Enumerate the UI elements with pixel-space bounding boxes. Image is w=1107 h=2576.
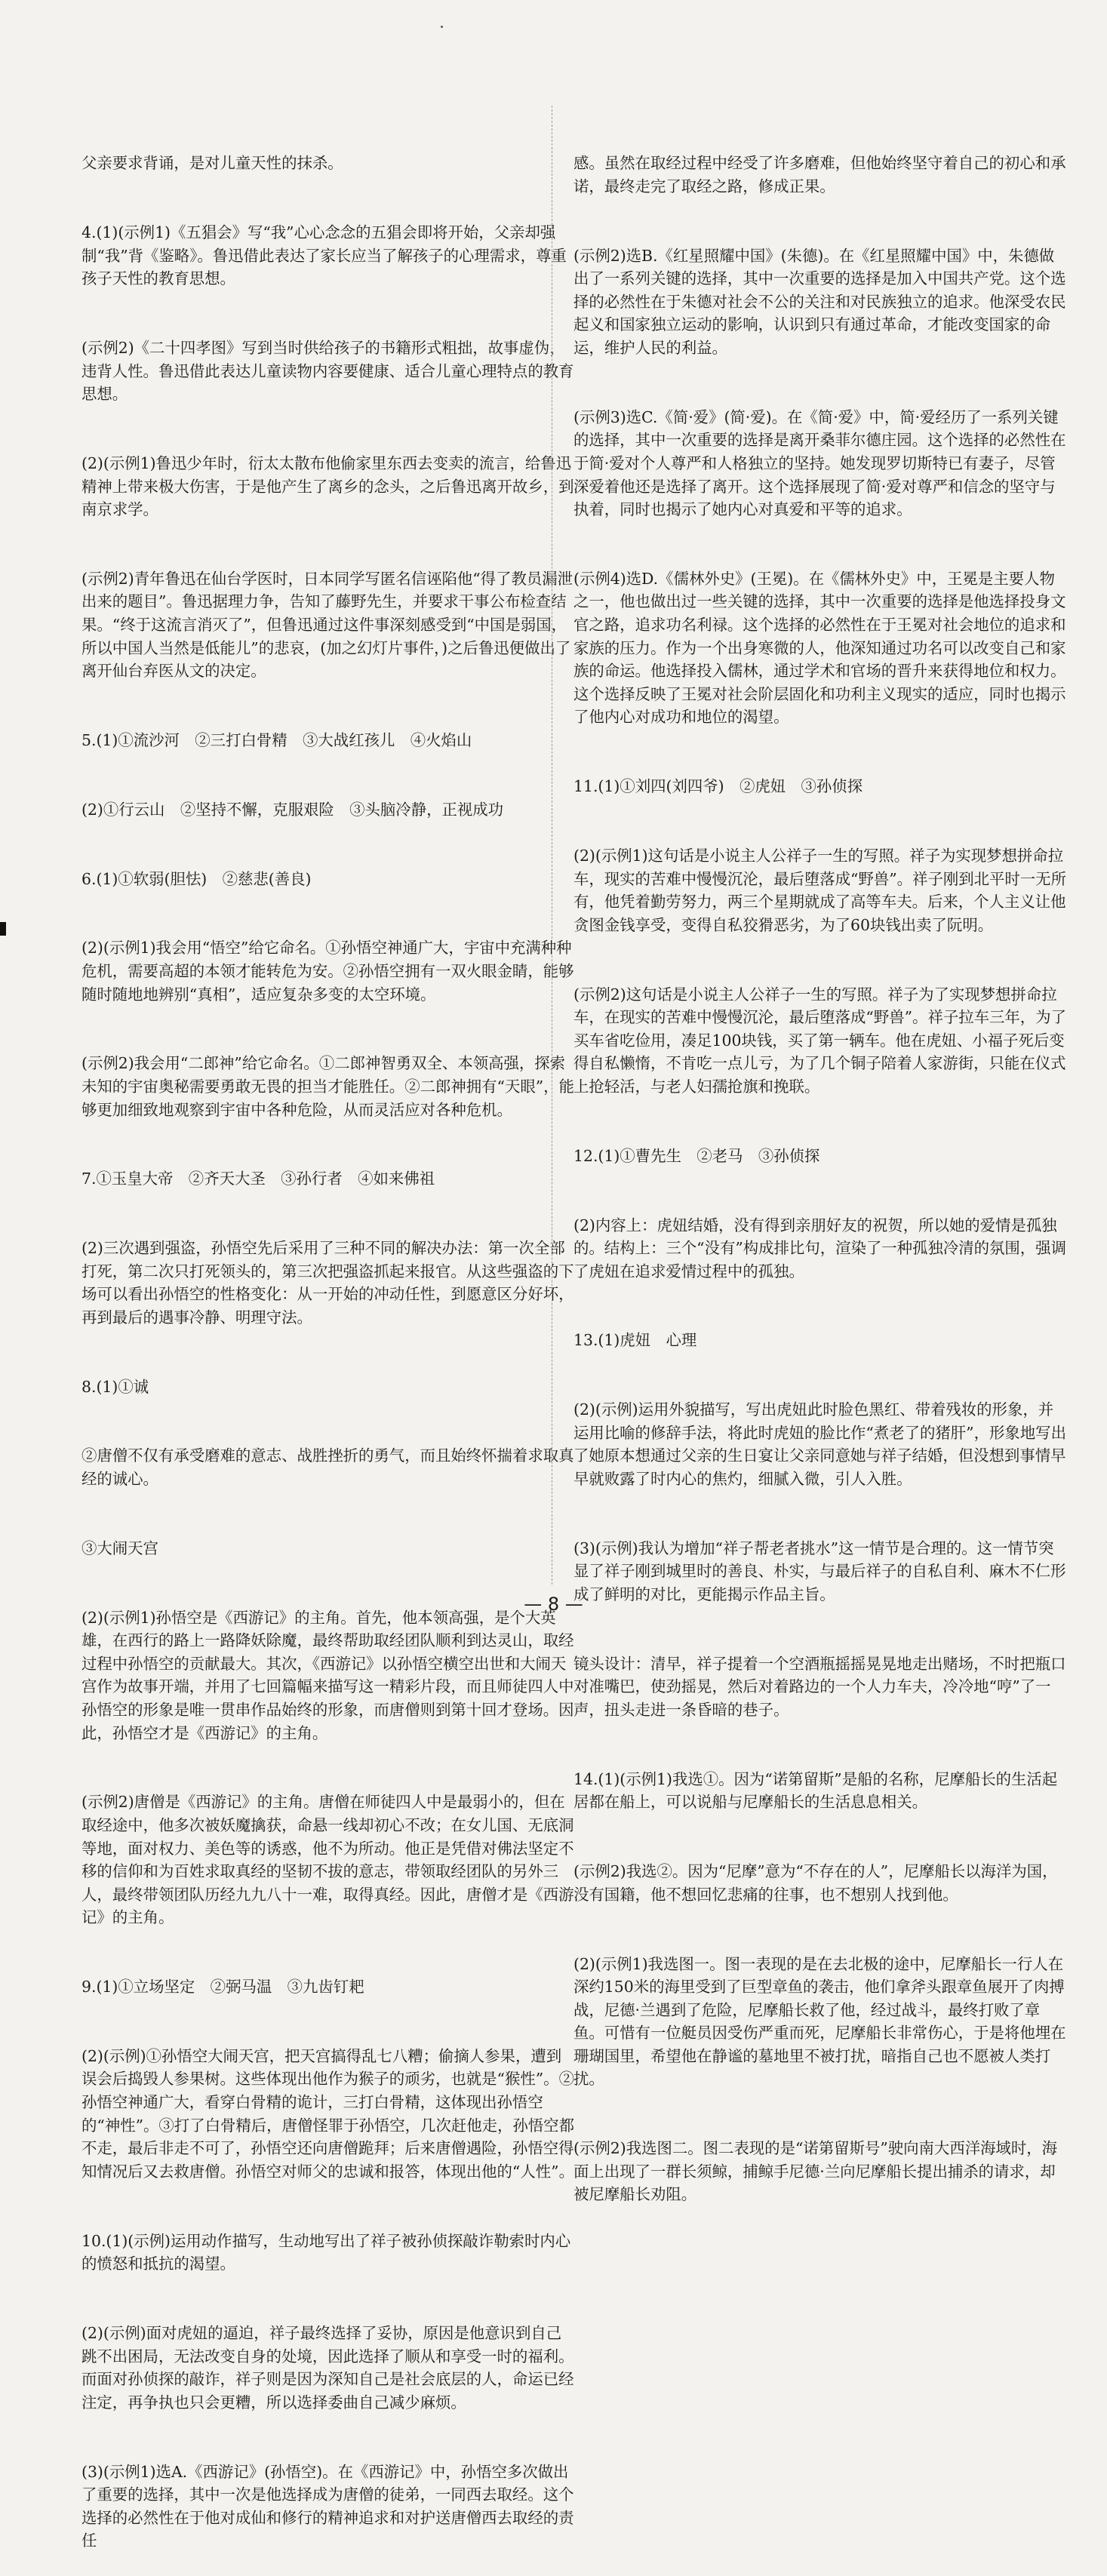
left-paragraph: 6.(1)①软弱(胆怯) ②慈悲(善良) — [81, 869, 312, 888]
left-paragraph: 4.(1)(示例1)《五猖会》写“我”心心念念的五猖会即将开始，父亲却强制“我”背《鉴略》。鲁迅借此表达了家长应当了解孩子的心理需求，尊重孩子天性的教育思想。 — [81, 223, 567, 288]
right-paragraph: (示例2)我选②。因为“尼摩”意为“不存在的人”，尼摩船长以海洋为国，没有国籍，他不想回忆悲痛的往事，也不想别人找到他。 — [573, 1862, 1058, 1904]
right-paragraph: (示例3)选C.《简·爱》(简·爱)。在《简·爱》中，简·爱经历了一系列关键的选择，其中一次重要的选择是离开桑菲尔德庄园。这个选择的必然性在于简·爱对个人尊严和人格独立的坚持。她发现罗切斯特已有妻子，尽管深爱着他还是选择了离开。这个选择展现了简·爱对尊严和信念的坚守与执着，同时也揭示了她内心对真爱和平等的追求。 — [573, 407, 1066, 519]
left-paragraph: (示例2)我会用“二郎神”给它命名。①二郎神智勇双全、本领高强，探索未知的宇宙奥秘需要勇敢无畏的担当才能胜任。②二郎神拥有“天眼”，能够更加细致地观察到宇宙中各种危险，从而灵活应对各种危机。 — [81, 1054, 574, 1119]
left-paragraph: (2)(示例1)孙悟空是《西游记》的主角。首先，他本领高强，是个大英雄，在西行的路上一路降妖除魔，最终帮助取经团队顺利到达灵山，取经过程中孙悟空的贡献最大。其次，《西游记》以孙悟空横空出世和大闹天宫作为故事开端，并用了七回篇幅来描写这一精彩片段，而且师徒四人中孙悟空的形象是唯一贯串作品始终的形象，而唐僧则到第十回才登场。因此，孙悟空才是《西游记》的主角。 — [81, 1608, 574, 1742]
left-paragraph: (示例2)青年鲁迅在仙台学医时，日本同学写匿名信诬陷他“得了教员漏泄出来的题目”。鲁迅据理力争，告知了藤野先生，并要求干事公布检查结果。“终于这流言消灭了”，但鲁迅通过这件事深刻感受到“中国是弱国，所以中国人当然是低能儿”的悲哀，(加之幻灯片事件，)之后鲁迅便做出了离开仙台弃医从文的决定。 — [81, 569, 573, 681]
left-paragraph: (2)(示例)①孙悟空大闹天宫，把天宫搞得乱七八糟；偷摘人参果，遭到误会后捣毁人参果树。这些体现出他作为猴子的顽劣，也就是“猴性”。②孙悟空神通广大，看穿白骨精的诡计，三打白骨精，这体现出孙悟空的“神性”。③打了白骨精后，唐僧怪罪于孙悟空，几次赶他走，孙悟空都不走，最后非走不可了，孙悟空还向唐僧跪拜；后来唐僧遇险，孙悟空得知情况后又去救唐僧。孙悟空对师父的忠诚和报答，体现出他的“人性”。 — [81, 2046, 574, 2181]
left-paragraph: 9.(1)①立场坚定 ②弼马温 ③九齿钉耙 — [81, 1978, 364, 1997]
left-paragraph: 8.(1)①诚 — [81, 1377, 149, 1396]
left-paragraph: (2)(示例)面对虎妞的逼迫，祥子最终选择了妥协，原因是他意识到自己跳不出困局，无法改变自身的处境，因此选择了顺从和享受一时的福利。而面对孙侦探的敲诈，祥子则是因为深知自己是社会底层的人，命运已经注定，再争执也只会更糟，所以选择委曲自己减少麻烦。 — [81, 2324, 574, 2412]
right-paragraph: 11.(1)①刘四(刘四爷) ②虎妞 ③孙侦探 — [573, 777, 863, 796]
left-paragraph: ②唐僧不仅有承受磨难的意志、战胜挫折的勇气，而且始终怀揣着求取真经的诚心。 — [81, 1446, 574, 1489]
right-paragraph: 13.(1)虎妞 心理 — [573, 1331, 697, 1350]
right-paragraph: (2)内容上：虎妞结婚，没有得到亲朋好友的祝贺，所以她的爱情是孤独的。结构上：三个“没有”构成排比句，渲染了一种孤独冷清的氛围，强调了虎妞在追求爱情过程中的孤独。 — [573, 1216, 1066, 1280]
right-paragraph: (2)(示例)运用外貌描写，写出虎妞此时脸色黑红、带着残妆的形象，并运用比喻的修辞手法，将此时虎妞的脸比作“煮老了的猪肝”，形象地写出了她原本想通过父亲的生日宴让父亲同意她与祥子结婚，但没想到事情早早就败露了时内心的焦灼，细腻入微，引人入胜。 — [573, 1400, 1066, 1489]
right-paragraph: (示例2)我选图二。图二表现的是“诺第留斯号”驶向南大西洋海域时，海面上出现了一群长须鲸，捕鲸手尼德·兰向尼摩船长提出捕杀的请求，却被尼摩船长劝阻。 — [573, 2139, 1058, 2204]
left-column — [81, 106, 576, 2576]
left-paragraph: (示例2)唐僧是《西游记》的主角。唐僧在师徒四人中是最弱小的，但在取经途中，他多次被妖魔擒获，命悬一线却初心不改；在女儿国、无底洞等地，面对权力、美色等的诱惑，他不为所动。他正是凭借对佛法坚定不移的信仰和为百姓求取真经的坚韧不拔的意志，带领取经团队的另外三人，最终带领团队历经九九八十一难，取得真经。因此，唐僧才是《西游记》的主角。 — [81, 1793, 574, 1927]
right-paragraph: (示例2)这句话是小说主人公祥子一生的写照。祥子为了实现梦想拼命拉车，在现实的苦难中慢慢沉沦，最后堕落成“野兽”。祥子拉车三年，为了买车省吃俭用，凑足100块钱，买了第一辆车。他在虎妞、小福子死后变得自私懒惰，不肯吃一点儿亏，为了几个铜子陪着人家游街，只能在仪式上抢轻活，与老人妇孺抢旗和挽联。 — [573, 985, 1066, 1096]
left-paragraph: (2)三次遇到强盗，孙悟空先后采用了三种不同的解决办法：第一次全部打死，第二次只打死领头的，第三次把强盗抓起来报官。从这些强盗的下场可以看出孙悟空的性格变化：从一开始的冲动任性，到愿意区分好坏，再到最后的遇事冷静、明理守法。 — [81, 1239, 574, 1326]
right-paragraph: 14.(1)(示例1)我选①。因为“诺第留斯”是船的名称，尼摩船长的生活起居都在船上，可以说船与尼摩船长的生活息息相关。 — [573, 1769, 1058, 1812]
left-paragraph: (2)(示例1)鲁迅少年时，衍太太散布他偷家里东西去变卖的流言，给鲁迅精神上带来极大伤害，于是他产生了离乡的念头，之后鲁迅离开故乡，到南京求学。 — [81, 453, 574, 519]
right-paragraph: (示例4)选D.《儒林外史》(王冕)。在《儒林外史》中，王冕是主要人物之一，他也做出过一些关键的选择，其中一次重要的选择是他选择投身文官之路，追求功名利禄。这个选择的必然性在于王冕对社会地位的追求和家族的压力。作为一个出身寒微的人，他深知通过功名可以改变自己和家族的命运。他选择投入儒林，通过学术和官场的晋升来获得地位和权力。这个选择反映了王冕对社会阶层固化和功利主义现实的适应，同时也揭示了他内心对成功和地位的渴望。 — [573, 569, 1066, 727]
right-column — [573, 106, 1068, 2230]
left-paragraph: (3)(示例1)选A.《西游记》(孙悟空)。在《西游记》中，孙悟空多次做出了重要的选择，其中一次是他选择成为唐僧的徒弟，一同西去取经。这个选择的必然性在于他对成仙和修行的精神追求和对护送唐僧西去取经的责任 — [81, 2462, 574, 2550]
right-paragraph: (3)(示例)我认为增加“祥子帮老者挑水”这一情节是合理的。这一情节突显了祥子刚到城里时的善良、朴实，与最后祥子的自私自利、麻木不仁形成了鲜明的对比，更能揭示作品主旨。 — [573, 1539, 1066, 1603]
page-number: — 8 — — [524, 1594, 583, 1615]
right-paragraph: (示例2)选B.《红星照耀中国》(朱德)。在《红星照耀中国》中，朱德做出了一系列关键的选择，其中一次重要的选择是加入中国共产党。这个选择的必然性在于朱德对社会不公的关注和对民族独立的追求。他深受农民起义和国家独立运动的影响，认识到只有通过革命，才能改变国家的命运，维护人民的利益。 — [573, 246, 1066, 357]
binding-edge-mark — [0, 922, 6, 936]
left-paragraph: 7.①玉皇大帝 ②齐天大圣 ③孙行者 ④如来佛祖 — [81, 1170, 435, 1188]
left-paragraph: ③大闹天宫 — [81, 1539, 158, 1557]
left-paragraph: (2)(示例1)我会用“悟空”给它命名。①孙悟空神通广大，宇宙中充满种种危机，需要高超的本领才能转危为安。②孙悟空拥有一双火眼金睛，能够随时随地地辨别“真相”，适应复杂多变的太空环境。 — [81, 939, 574, 1004]
left-paragraph: (示例2)《二十四孝图》写到当时供给孩子的书籍形式粗拙，故事虚伪，违背人性。鲁迅借此表达儿童读物内容要健康、适合儿童心理特点的教育思想。 — [81, 338, 574, 404]
right-paragraph: 12.(1)①曹先生 ②老马 ③孙侦探 — [573, 1146, 820, 1165]
left-paragraph: 10.(1)(示例)运用动作描写，生动地写出了祥子被孙侦探敲诈勒索时内心的愤怒和抵抗的渴望。 — [81, 2231, 571, 2273]
left-paragraph: (2)①行云山 ②坚持不懈，克服艰险 ③头脑冷静，正视成功 — [81, 800, 504, 819]
right-paragraph: (2)(示例1)这句话是小说主人公祥子一生的写照。祥子为实现梦想拼命拉车，现实的苦难中慢慢沉沦，最后堕落成“野兽”。祥子刚到北平时一无所有，他凭着勤劳努力，两三个星期就成了高等车夫。后来，个人主义让他贪图金钱享受，变得自私狡猾恶劣，为了60块钱出卖了阮明。 — [573, 847, 1066, 934]
right-paragraph: 感。虽然在取经过程中经受了许多磨难，但他始终坚守着自己的初心和承诺，最终走完了取经之路，修成正果。 — [573, 154, 1066, 195]
left-paragraph: 5.(1)①流沙河 ②三打白骨精 ③大战红孩儿 ④火焰山 — [81, 731, 472, 750]
scan-dot — [441, 26, 443, 28]
right-paragraph: (2)(示例1)我选图一。图一表现的是在去北极的途中，尼摩船长一行人在深约150米的海里受到了巨型章鱼的袭击，他们拿斧头跟章鱼展开了肉搏战，尼德·兰遇到了危险，尼摩船长救了他，经过战斗，最终打败了章鱼。可惜有一位艇员因受伤严重而死，尼摩船长非常伤心，于是将他埋在珊瑚国里，希望他在静谧的墓地里不被打扰，暗指自己也不愿被人类打扰。 — [573, 1954, 1066, 2089]
left-paragraph: 父亲要求背诵，是对儿童天性的抹杀。 — [81, 154, 343, 173]
right-paragraph: 镜头设计：清早，祥子提着一个空酒瓶摇摇晃晃地走出赌场，不时把瓶口对准嘴巴，使劲摇晃，然后对着路边的一个人力车夫，冷冷地“哼”了一声，扭头走进一条昏暗的巷子。 — [573, 1654, 1066, 1719]
